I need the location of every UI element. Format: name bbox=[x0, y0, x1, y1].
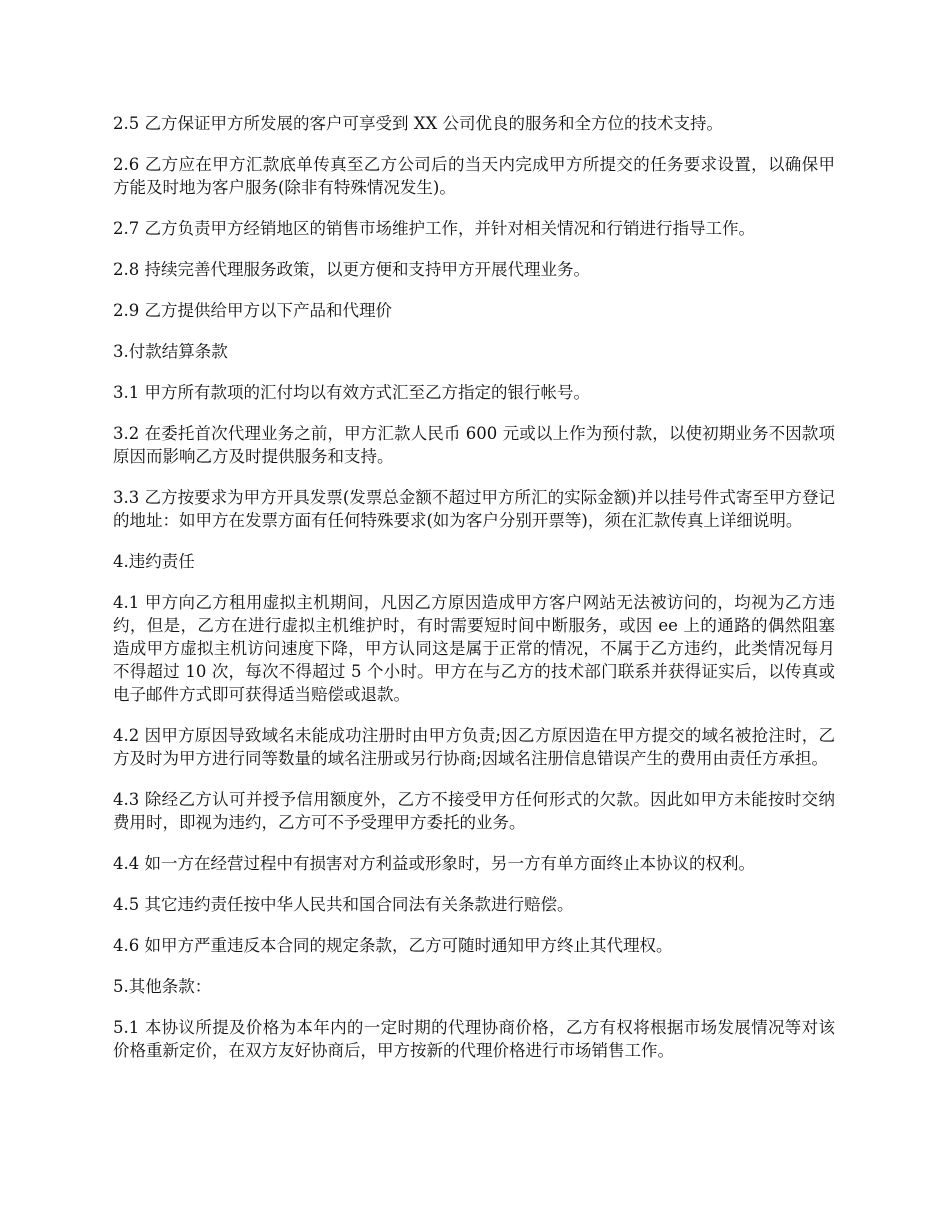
clause-5-1: 5.1 本协议所提及价格为本年内的一定时期的代理协商价格，乙方有权将根据市场发展情况等对该价格重新定价，在双方友好协商后，甲方按新的代理价格进行市场销售工作。 bbox=[113, 1018, 835, 1060]
document-body bbox=[113, 112, 835, 1080]
clause-2-5: 2.5 乙方保证甲方所发展的客户可享受到 XX 公司优良的服务和全方位的技术支持。 bbox=[113, 114, 723, 133]
clause-4-1: 4.1 甲方向乙方租用虚拟主机期间，凡因乙方原因造成甲方客户网站无法被访问的，均视为乙方违约，但是，乙方在进行虚拟主机维护时，有时需要短时间中断服务，或因 ee 上的通路的偶然阻塞造成甲方虚拟主机访问速度下降，甲方认同这是属于正常的情况，不属于乙方违约，此类情况每月不得超过 10 次，每次不得超过 5 个小时。甲方在与乙方的技术部门联系并获得证实后，以传真或电子邮件方式即可获得适当赔偿或退款。 bbox=[113, 593, 835, 704]
clause-4-2: 4.2 因甲方原因导致域名未能成功注册时由甲方负责;因乙方原因造在甲方提交的域名被抢注时，乙方及时为甲方进行同等数量的域名注册或另行协商;因域名注册信息错误产生的费用由责任方承担。 bbox=[113, 726, 835, 768]
clause-4-3: 4.3 除经乙方认可并授予信用额度外，乙方不接受甲方任何形式的欠款。因此如甲方未能按时交纳费用时，即视为违约，乙方可不予受理甲方委托的业务。 bbox=[113, 790, 835, 832]
clause-2-7: 2.7 乙方负责甲方经销地区的销售市场维护工作，并针对相关情况和行销进行指导工作。 bbox=[113, 219, 755, 238]
clause-3-3: 3.3 乙方按要求为甲方开具发票(发票总金额不超过甲方所汇的实际金额)并以挂号件式寄至甲方登记的地址：如甲方在发票方面有任何特殊要求(如为客户分别开票等)，须在汇款传真上详细说明。 bbox=[113, 488, 835, 530]
clause-2-8: 2.8 持续完善代理服务政策，以更方便和支持甲方开展代理业务。 bbox=[113, 260, 590, 279]
clause-3-2: 3.2 在委托首次代理业务之前，甲方汇款人民币 600 元或以上作为预付款，以使初期业务不因款项原因而影响乙方及时提供服务和支持。 bbox=[113, 424, 835, 466]
clause-4-5: 4.5 其它违约责任按中华人民共和国合同法有关条款进行赔偿。 bbox=[113, 895, 574, 914]
section-3-heading: 3.付款结算条款 bbox=[113, 342, 228, 361]
clause-2-6: 2.6 乙方应在甲方汇款底单传真至乙方公司后的当天内完成甲方所提交的任务要求设置，以确保甲方能及时地为客户服务(除非有特殊情况发生)。 bbox=[113, 155, 835, 197]
section-5-heading: 5.其他条款： bbox=[113, 977, 212, 996]
clause-3-1: 3.1 甲方所有款项的汇付均以有效方式汇至乙方指定的银行帐号。 bbox=[113, 383, 590, 402]
clause-4-6: 4.6 如甲方严重违反本合同的规定条款，乙方可随时通知甲方终止其代理权。 bbox=[113, 936, 673, 955]
section-4-heading: 4.违约责任 bbox=[113, 552, 195, 571]
clause-4-4: 4.4 如一方在经营过程中有损害对方利益或形象时，另一方有单方面终止本协议的权利。 bbox=[113, 854, 755, 873]
clause-2-9: 2.9 乙方提供给甲方以下产品和代理价 bbox=[113, 301, 392, 320]
